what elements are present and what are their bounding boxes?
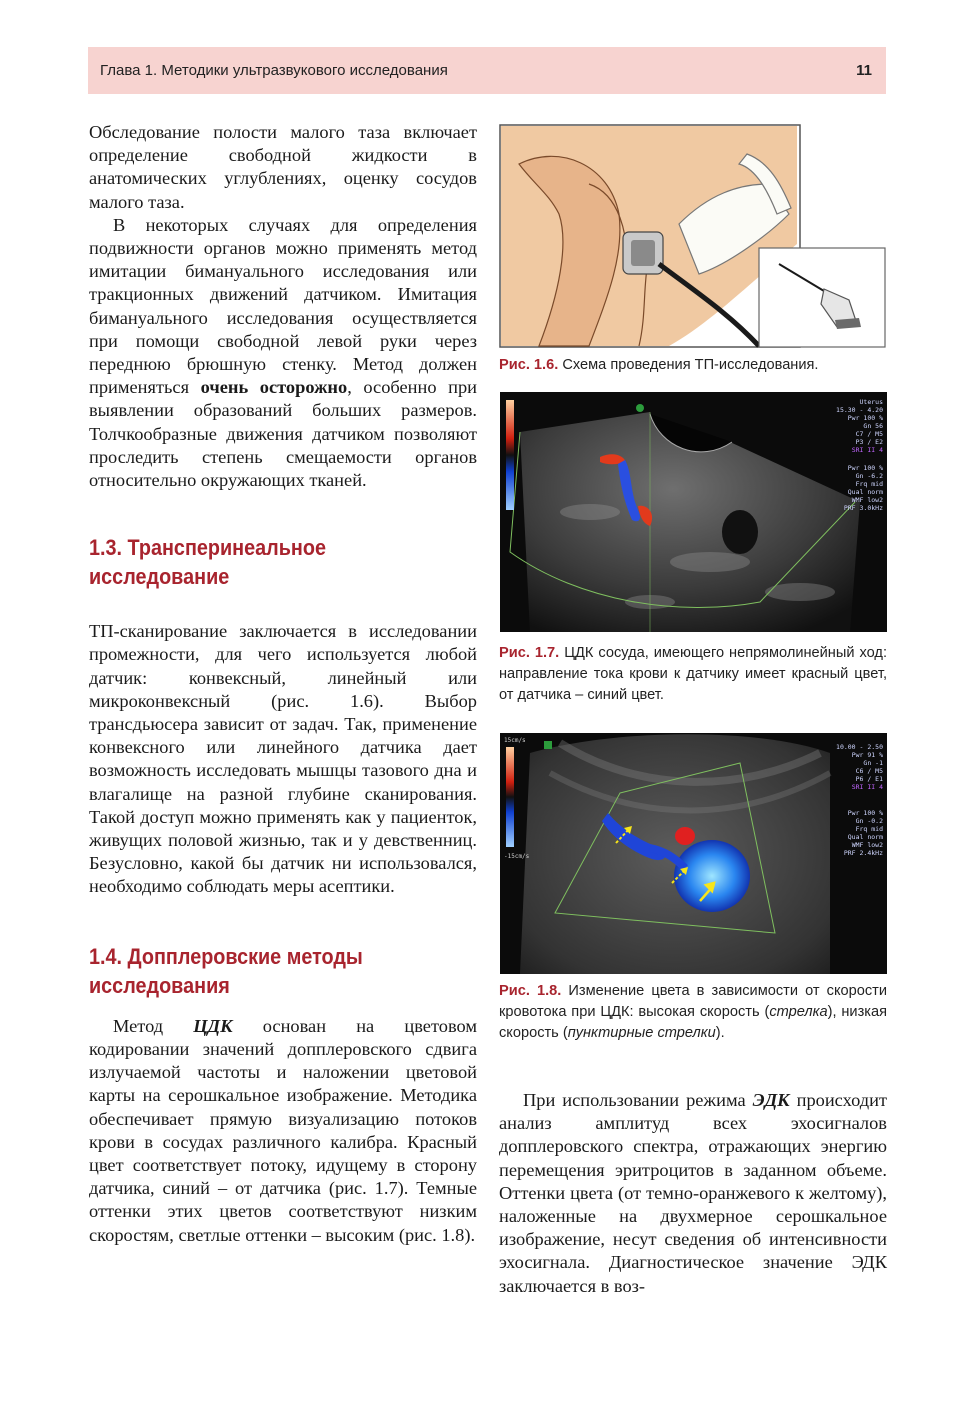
figure-1-6-label: Рис. 1.6. [499, 357, 559, 373]
left-column [89, 121, 477, 1247]
readout-line: WMF low2 [851, 496, 883, 504]
readout-line: Qual norm [847, 488, 883, 496]
readout-line: PRF 3.0kHz [843, 504, 883, 512]
readout-line: Frq mid [855, 825, 883, 833]
readout-line: Pwr 91 % [851, 751, 883, 759]
readout-line: Gn -6.2 [855, 472, 883, 480]
readout-line: P6 / E1 [855, 775, 883, 783]
readout-line: 10.00 - 2.50 [836, 743, 883, 751]
paragraph-pelvic-exam: Обследование полости малого таза включает определение свободной жидкости в анатомических углублениях, оценку сосудов малого таза. [89, 122, 477, 212]
doppler-readout-panel [813, 743, 883, 857]
running-header [88, 47, 886, 94]
chapter-title: Глава 1. Методики ультразвукового исследования [100, 62, 448, 79]
term-cdk: ЦДК [193, 1015, 233, 1036]
readout-line: C6 / M5 [855, 767, 883, 775]
readout-line: 15.30 - 4.20 [836, 406, 883, 414]
readout-line: Pwr 100 % [847, 464, 883, 472]
color-scale-bottom: -15cm/s [504, 853, 530, 860]
figure-1-7-ultrasound [500, 392, 887, 632]
readout-line: WMF low2 [851, 841, 883, 849]
color-scale-top: 15cm/s [504, 737, 526, 744]
figure-1-8-ultrasound [500, 733, 887, 974]
term-edk: ЭДК [752, 1090, 790, 1110]
readout-line: Pwr 100 % [847, 809, 883, 817]
doppler-readout-panel [813, 398, 883, 512]
paragraph-edk: При использовании режима ЭДК происходит анализ амплитуд всех эхосигналов допплеровского спектра, отражающих энергию перемещения эритроцитов в заданном объеме. Оттенки цвета (от темно-оранжевого к желтому), наложенные на двухмерное серошкальное изображение, несут сведения об интенсивности эхосигнала. Диагностическое значение ЭДК заключается в воз- [499, 1090, 887, 1296]
readout-line: Pwr 100 % [847, 414, 883, 422]
paragraph-cdk: Метод ЦДК основан на цветовом кодировании значений допплеровского сдвига излучаемой частоты и наложении цветовой карты на серошкальное изображение. Методика обеспечивает прямую визуализацию потоков крови в сосудах различного калибра. Красный цвет соответствует потоку, идущему в сторону датчика, синий – от датчика (рис. 1.7). Темные оттенки этих цветов соответствуют низким скоростям, светлые оттенки – высоким (рис. 1.8). [89, 1015, 477, 1245]
figure-1-8-label: Рис. 1.8. [499, 983, 562, 999]
right-column-text [499, 1089, 887, 1298]
page-number: 11 [856, 62, 872, 79]
readout-line: P3 / E2 [855, 438, 883, 446]
readout-line: SRI II 4 [851, 783, 883, 791]
paragraph-bimanual: В некоторых случаях для определения подвижности органов можно применять метод имитации бимануального исследования или тракционных движений датчиком. Имитация бимануального исследования осуществляется при помощи свободной левой руки через переднюю брюшную стенку. Метод должен применяться очень осторожно, особенно при выявлении образований больших размеров. Толчкообразные движения датчиком позволяют проследить степень смещаемости органов относительно окружающих тканей. [89, 214, 478, 491]
readout-line: Gn 56 [863, 422, 883, 430]
section-heading-1-4: 1.4. Допплеровские методы исследования [89, 943, 363, 998]
readout-line: Frq mid [855, 480, 883, 488]
paragraph-transperineal: ТП-сканирование заключается в исследовании промежности, для чего используется любой датчик: конвексный, линейный или микроконвексный (рис. 1.6). Выбор трансдьюсера зависит от задач. Так, применение конвексного или линейного датчика дает возможность исследовать мышцы тазового дна и влагалище на разной глубине сканирования. Такой доступ можно применять как у пациенток, живущих половой жизнью, так и у девственниц. Безусловно, какой бы датчик ни использовался, необходимо соблюдать меры асептики. [89, 621, 477, 897]
figure-1-7-caption: Рис. 1.7. ЦДК сосуда, имеющего непрямолинейный ход: направление тока крови к датчику имеет красный цвет, от датчика – синий цвет. [499, 645, 888, 703]
readout-line: Gn -1 [863, 759, 883, 767]
figure-1-8-caption: Рис. 1.8. Изменение цвета в зависимости от скорости кровотока при ЦДК: высокая скорость (стрелка), низкая скорость (пунктирные стрелки). [499, 983, 887, 1041]
readout-line: C7 / M5 [855, 430, 883, 438]
readout-line: Qual norm [847, 833, 883, 841]
emphasis-carefully: очень осторожно [200, 377, 348, 398]
section-heading-1-3: 1.3. Трансперинеальное исследование [89, 535, 326, 590]
figure-1-6-caption: Рис. 1.6. Схема проведения ТП-исследования. [499, 357, 819, 373]
readout-line: Gn -0.2 [855, 817, 883, 825]
figure-1-6-illustration [499, 124, 887, 348]
readout-line: PRF 2.4kHz [843, 849, 883, 857]
readout-line: SRI II 4 [851, 446, 883, 454]
figure-1-7-label: Рис. 1.7. [499, 645, 560, 661]
readout-line: Uterus [859, 398, 883, 406]
